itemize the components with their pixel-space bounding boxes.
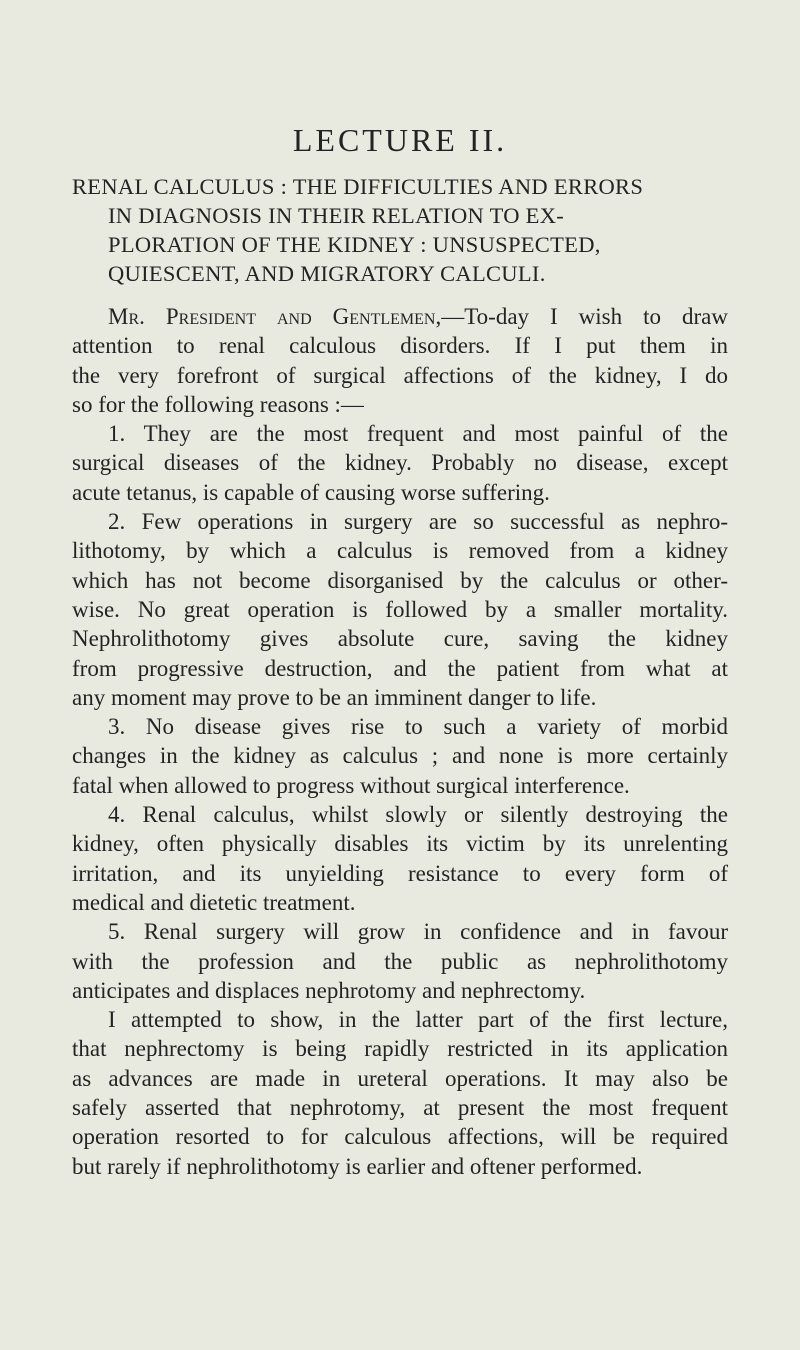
body-line: irritation, and its unyielding resistance to every form of [72,860,728,886]
body-line: safely asserted that nephrotomy, at present the most frequent [72,1095,728,1121]
body-line: with the profession and the public as nephrolithotomy [72,948,728,974]
body-line: from progressive destruction, and the patient from what at [72,655,728,681]
body-line: the very forefront of surgical affections of the kidney, I do [72,362,728,388]
body-line: Nephrolithotomy gives absolute cure, saving the kidney [72,626,728,652]
body-line [72,302,728,331]
body-line: fatal when allowed to progress without surgical interference. [72,772,630,798]
body-line: kidney, often physically disables its victim by its unrelenting [72,831,728,857]
body-line: 1. They are the most frequent and most painful of the [108,421,728,447]
body-line: 4. Renal calculus, whilst slowly or silently destroying the [108,802,728,828]
body-line: I attempted to show, in the latter part of the first lecture, [108,1007,728,1033]
body-line: surgical diseases of the kidney. Probably no disease, except [72,450,728,476]
body-line: changes in the kidney as calculus ; and none is more certainly [72,743,728,769]
body-line: any moment may prove to be an imminent danger to life. [72,684,597,710]
lecture-heading: LECTURE II. [292,122,508,158]
subtitle-line: PLORATION OF THE KIDNEY : UNSUSPECTED, [108,232,601,257]
body-line: wise. No great operation is followed by a smaller mortality. [72,596,728,622]
body-line: which has not become disorganised by the calculus or other- [72,567,728,593]
subtitle-line: IN DIAGNOSIS IN THEIR RELATION TO EX- [108,203,565,228]
subtitle-line: QUIESCENT, AND MIGRATORY CALCULI. [108,261,546,286]
body-line: anticipates and displaces nephrotomy and nephrectomy. [72,977,586,1003]
salutation: Mr. President and Gentlemen, [108,304,442,329]
lecture-subtitle [72,172,728,288]
body-line: as advances are made in ureteral operations. It may also be [72,1065,728,1091]
body-line: operation resorted to for calculous affections, will be required [72,1124,728,1150]
body-line: acute tetanus, is capable of causing worse suffering. [72,479,550,505]
body-line: 5. Renal surgery will grow in confidence and in favour [108,919,728,945]
body-line: so for the following reasons :— [72,391,364,417]
body-line: 3. No disease gives rise to such a variety of morbid [108,714,728,740]
body-line: lithotomy, by which a calculus is removed from a kidney [72,538,728,564]
body-line: 2. Few operations in surgery are so successful as nephro- [108,509,728,535]
body-line: but rarely if nephrolithotomy is earlier and oftener performed. [72,1153,643,1179]
document-page [72,120,728,1181]
body-line: attention to renal calculous disorders. If I put them in [72,333,728,359]
body-line: medical and dietetic treatment. [72,889,356,915]
body-line: that nephrectomy is being rapidly restricted in its application [72,1036,728,1062]
subtitle-line: RENAL CALCULUS : THE DIFFICULTIES AND ERRORS [72,174,644,199]
lecture-body [72,302,728,1181]
body-line-rest: —To-day I wish to draw [441,304,728,329]
